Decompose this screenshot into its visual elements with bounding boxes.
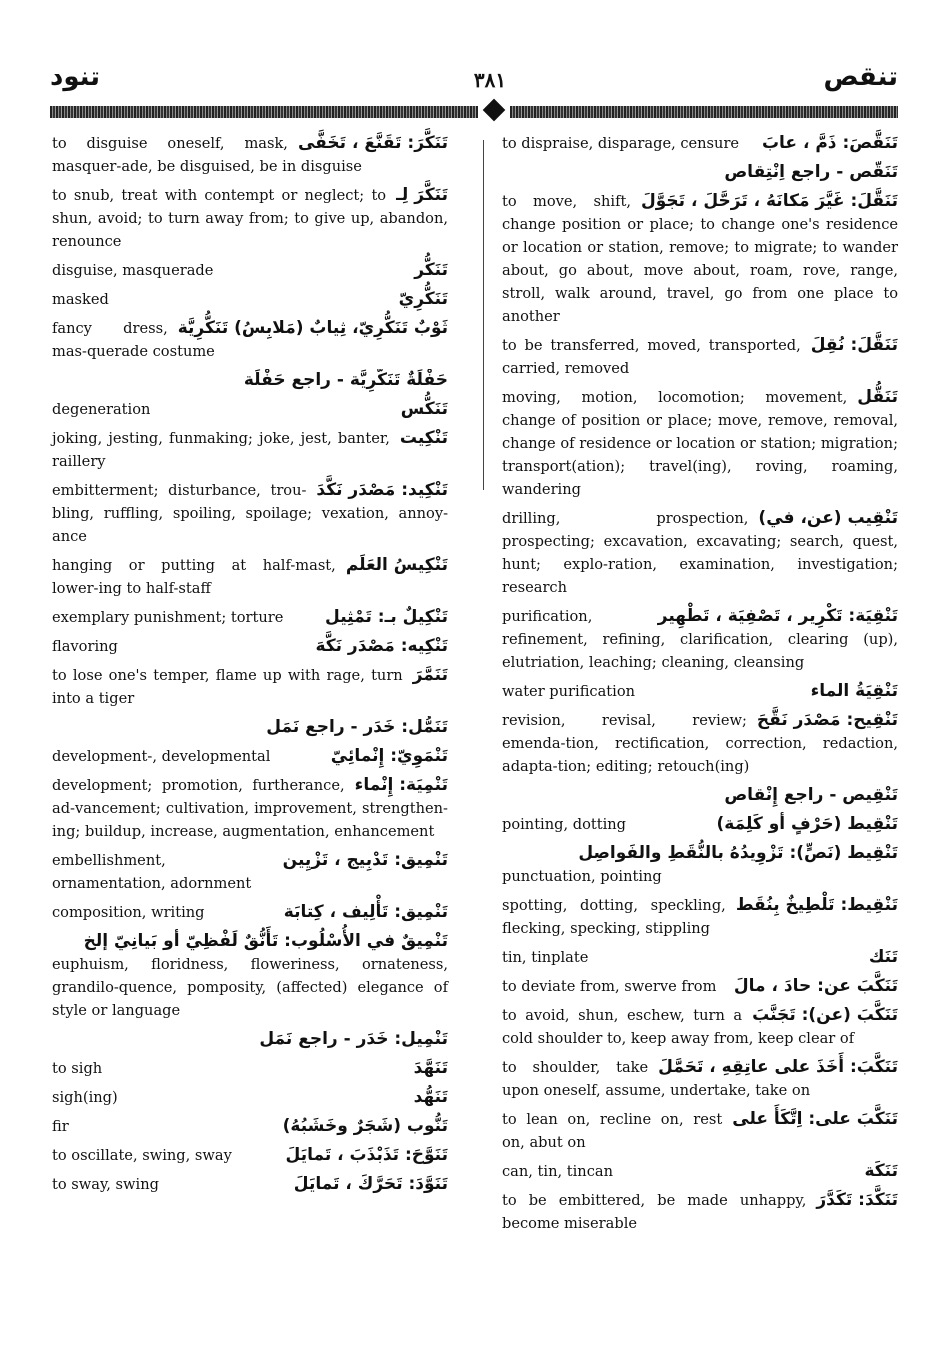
dictionary-entry — [52, 1086, 448, 1109]
arabic-headword: تَنَكَّبَ على: اِتَّكَأَ على — [732, 1109, 898, 1129]
dictionary-entry — [52, 849, 448, 895]
arabic-headword: تَنْمِيق: تَأْلِيف ، كِتابَة — [283, 902, 448, 922]
left-column — [52, 132, 448, 1202]
arabic-headword: تَنَكَة — [864, 1161, 898, 1181]
arabic-headword: حَفْلَةٌ تَنَكُّرِيَّة - راجع حَفْلَة — [243, 370, 448, 390]
arabic-headword: تَنَمَّرَ — [412, 665, 448, 685]
arabic-headword: ثَوْبٌ تَنَكُّرِيّ، ثِيابٌ (مَلابِسُ) تَنَكُّرِيَّة — [177, 318, 448, 338]
arabic-headword: تَنَقَّصَ: ذَمَّ ، عابَ — [761, 133, 898, 153]
english-definition: to lean on, recline on, rest on, abut on — [502, 1111, 723, 1151]
english-definition: to be transferred, moved, transported, carried, removed — [502, 337, 801, 377]
dictionary-entry — [52, 1173, 448, 1196]
arabic-headword: تَنْقِيب (عن، في) — [758, 508, 898, 528]
english-definition: to move, shift, change position or place; to change one's residence or location or station, remove; to migrate; to wander about, go about, move about, roam, rove, range, stroll, walk around, travel, go from one place to another — [502, 193, 898, 325]
arabic-headword: تَنْمَوِيّ: إِنْمائِيّ — [330, 746, 448, 766]
dictionary-entry — [502, 1004, 898, 1050]
arabic-headword: تَنَكَّرَ: تَقَنَّعَ ، تَخَفَّى — [297, 133, 448, 153]
dictionary-entry — [52, 1057, 448, 1080]
english-definition: to avoid, shun, eschew, turn a cold shoulder to, keep away from, keep clear of — [502, 1007, 855, 1047]
dictionary-entry — [502, 1160, 898, 1183]
arabic-headword: تَنَوَّدَ: تَحَرَّكَ ، تَمايَلَ — [293, 1174, 448, 1194]
arabic-headword: تَنُّوب (شَجَرٌ وخَشَبُهُ) — [282, 1116, 448, 1136]
english-definition: to dispraise, disparage, censure — [502, 135, 740, 152]
dictionary-entry — [502, 1056, 898, 1102]
dictionary-entry — [52, 745, 448, 768]
dictionary-entry — [52, 1144, 448, 1167]
arabic-headword: تَنْقِيط (حَرْفٍ أو كَلِمَة) — [716, 814, 898, 834]
english-definition: to be embittered, be made unhappy, become miserable — [502, 1192, 807, 1232]
dictionary-entry — [502, 946, 898, 969]
arabic-headword: تَنَكَّبَ: أَخَذَ على عاتِقِهِ ، تَحَمَّلَ — [658, 1057, 898, 1077]
english-definition: to snub, treat with contempt or neglect; to shun, avoid; to turn away from; to give up, abandon, renounce — [52, 187, 448, 250]
arabic-headword: تَنْقِيط (نَصٍّ): تَزْوِيدُهُ بالنُّقَطِ والفَواصِل — [578, 843, 898, 863]
english-definition: purification, refinement, refining, clarification, clearing (up), elutriation, leaching; cleaning, cleansing — [502, 608, 898, 671]
dictionary-entry — [52, 901, 448, 924]
dictionary-entry — [52, 635, 448, 658]
dictionary-entry — [52, 1028, 448, 1051]
arabic-headword: تَنْقِيط: تَلْطِيخٌ بِنُقَط — [735, 895, 898, 915]
arabic-headword: تَنَكُّر — [414, 260, 448, 280]
arabic-headword: تَنَكُّرِيّ — [398, 289, 448, 309]
dictionary-entry — [502, 680, 898, 703]
arabic-headword: تَنْكِيت — [399, 428, 448, 448]
arabic-headword: تَنْكِيسُ العَلَم — [345, 555, 448, 575]
dictionary-entry — [52, 184, 448, 253]
dictionary-entry — [502, 132, 898, 155]
dictionary-entry — [52, 259, 448, 282]
english-definition: to deviate from, swerve from — [502, 978, 717, 995]
right-column — [502, 132, 898, 1241]
dictionary-entry — [502, 975, 898, 998]
english-definition: to sway, swing — [52, 1176, 159, 1193]
arabic-headword: تَنَكُّس — [400, 399, 448, 419]
arabic-headword: تَنْمِيَة: إِنْماء — [354, 775, 448, 795]
arabic-headword: تَنْقِيَةُ الماء — [810, 681, 898, 701]
english-definition: degeneration — [52, 401, 151, 418]
dictionary-entry — [52, 317, 448, 363]
english-definition: spotting, dotting, speckling, flecking, specking, stippling — [502, 897, 726, 937]
english-definition: euphuism, floridness, floweriness, ornateness, grandilo-quence, pomposity, (affected) elegance of style or language — [52, 956, 448, 1019]
arabic-headword: تَنْكِيد: مَصْدَر نَكَّدَ — [316, 480, 448, 500]
running-head-right: تنقص — [823, 62, 898, 92]
running-head-left: تنود — [50, 62, 101, 92]
arabic-headword: تَنَكَّبَ (عن): تَجَنَّبَ — [752, 1005, 898, 1025]
english-definition: to lose one's temper, flame up with rage, turn into a tiger — [52, 667, 403, 707]
english-definition: development-, developmental — [52, 748, 271, 765]
page-number: ٣٨١ — [473, 68, 507, 92]
dictionary-entry — [502, 507, 898, 599]
arabic-headword: تَنْقِيص - راجع إِنْقاص — [724, 785, 898, 805]
ornamental-rule-left — [50, 106, 478, 118]
english-definition: revision, revisal, review; emenda-tion, rectification, correction, redaction, adapta-tion; editing; retouch(ing) — [502, 712, 898, 775]
dictionary-entry — [52, 288, 448, 311]
arabic-headword: تَنَك — [868, 947, 898, 967]
dictionary-entry — [52, 606, 448, 629]
english-definition: pointing, dotting — [502, 816, 627, 833]
arabic-headword: تَنْمِيقٌ في الأُسْلُوب: تَأَنُّقٌ لَفْظِيّ أو بَيانِيّ إلخ — [83, 931, 448, 951]
dictionary-entry — [502, 709, 898, 778]
dictionary-entry — [52, 427, 448, 473]
arabic-headword: تَنَقَّلَ: غَيَّرَ مَكانَهُ ، تَرَحَّلَ ، تَجَوَّلَ — [640, 191, 898, 211]
arabic-headword: تَنَكَّرَ لِـ — [396, 185, 448, 205]
english-definition: sigh(ing) — [52, 1089, 118, 1106]
arabic-headword: تَنْكِيلٌ بـ: تَمْثِيل — [325, 607, 448, 627]
english-definition: fir — [52, 1118, 69, 1135]
english-definition: tin, tinplate — [502, 949, 589, 966]
column-divider — [483, 140, 484, 490]
dictionary-entry — [502, 190, 898, 328]
arabic-headword: تَنَهَّدَ — [413, 1058, 448, 1078]
dictionary-entry — [502, 842, 898, 888]
dictionary-entry — [52, 479, 448, 548]
dictionary-entry — [52, 398, 448, 421]
english-definition: to disguise oneself, mask, masquer-ade, be disguised, be in disguise — [52, 135, 362, 175]
english-definition: embellishment, ornamentation, adornment — [52, 852, 252, 892]
arabic-headword: تَنْكِيه: مَصْدَر نَكَّهَ — [315, 636, 448, 656]
dictionary-entry — [52, 1115, 448, 1138]
dictionary-entry — [502, 1108, 898, 1154]
arabic-headword: تَنَكَّبَ عن: حادَ ، مالَ — [733, 976, 898, 996]
dictionary-entry — [502, 784, 898, 807]
english-definition: joking, jesting, funmaking; joke, jest, banter, raillery — [52, 430, 390, 470]
arabic-headword: تَنَقَّلَ: نُقِلَ — [810, 335, 898, 355]
english-definition: exemplary punishment; torture — [52, 609, 284, 626]
arabic-headword: تَنْمِيل: خَدَر - راجع نَمَل — [259, 1029, 448, 1049]
dictionary-entry — [52, 664, 448, 710]
arabic-headword: تَنَقُّص - راجع اِنْتِقاص — [724, 162, 898, 182]
english-definition: to shoulder, take upon oneself, assume, undertake, take on — [502, 1059, 811, 1099]
dictionary-entry — [52, 774, 448, 843]
dictionary-entry — [52, 132, 448, 178]
english-definition: development; promotion, furtherance, ad-vancement; cultivation, improvement, strengthen-ing; buildup, increase, augmentation, enhancement — [52, 777, 448, 840]
english-definition: embitterment; disturbance, trou-bling, ruffling, spoiling, spoilage; vexation, annoy-ance — [52, 482, 448, 545]
english-definition: to sigh — [52, 1060, 103, 1077]
english-definition: drilling, prospection, prospecting; excavation, excavating; search, quest, hunt; explo-ration, examination, investigation; research — [502, 510, 898, 596]
dictionary-entry — [52, 554, 448, 600]
arabic-headword: تَنَوَّحَ: تَذَبْذَبَ ، تَمايَلَ — [285, 1145, 448, 1165]
dictionary-entry — [502, 813, 898, 836]
arabic-headword: تَنَمُّل: خَدَر - راجع نَمَل — [266, 717, 448, 737]
dictionary-entry — [502, 1189, 898, 1235]
arabic-headword: تَنَكَّدَ: تَكَدَّرَ — [816, 1190, 898, 1210]
arabic-headword: تَنْقِيَة: تَكْرِير ، تَصْفِيَة ، تَطْهِير — [657, 606, 898, 626]
arabic-headword: تَنْقِيح: مَصْدَر نَقَّحَ — [756, 710, 898, 730]
dictionary-entry — [502, 334, 898, 380]
dictionary-entry — [502, 386, 898, 501]
arabic-headword: تَنَهُّد — [413, 1087, 448, 1107]
dictionary-entry — [502, 605, 898, 674]
english-definition: moving, motion, locomotion; movement, change of position or place; move, remove, removal, change of residence or location or station; migration; transport(ation); travel(ing), roving, roaming, wandering — [502, 389, 898, 498]
english-definition: flavoring — [52, 638, 118, 655]
dictionary-entry — [52, 716, 448, 739]
arabic-headword: تَنْمِيق: تَدْبِيج ، تَزْيِين — [282, 850, 448, 870]
english-definition: disguise, masquerade — [52, 262, 214, 279]
page-header — [50, 62, 898, 122]
dictionary-entry — [52, 930, 448, 1022]
english-definition: can, tin, tincan — [502, 1163, 613, 1180]
english-definition: water purification — [502, 683, 636, 700]
english-definition: composition, writing — [52, 904, 205, 921]
dictionary-entry — [502, 161, 898, 184]
english-definition: masked — [52, 291, 109, 308]
dictionary-entry — [502, 894, 898, 940]
arabic-headword: تَنَقُّل — [857, 387, 898, 407]
english-definition: fancy dress, mas-querade costume — [52, 320, 215, 360]
ornamental-rule-right — [510, 106, 898, 118]
dictionary-entry — [52, 369, 448, 392]
english-definition: hanging or putting at half-mast, lower-ing to half-staff — [52, 557, 336, 597]
diamond-ornament-icon — [483, 99, 506, 122]
english-definition: to oscillate, swing, sway — [52, 1147, 232, 1164]
english-definition: punctuation, pointing — [502, 868, 662, 885]
